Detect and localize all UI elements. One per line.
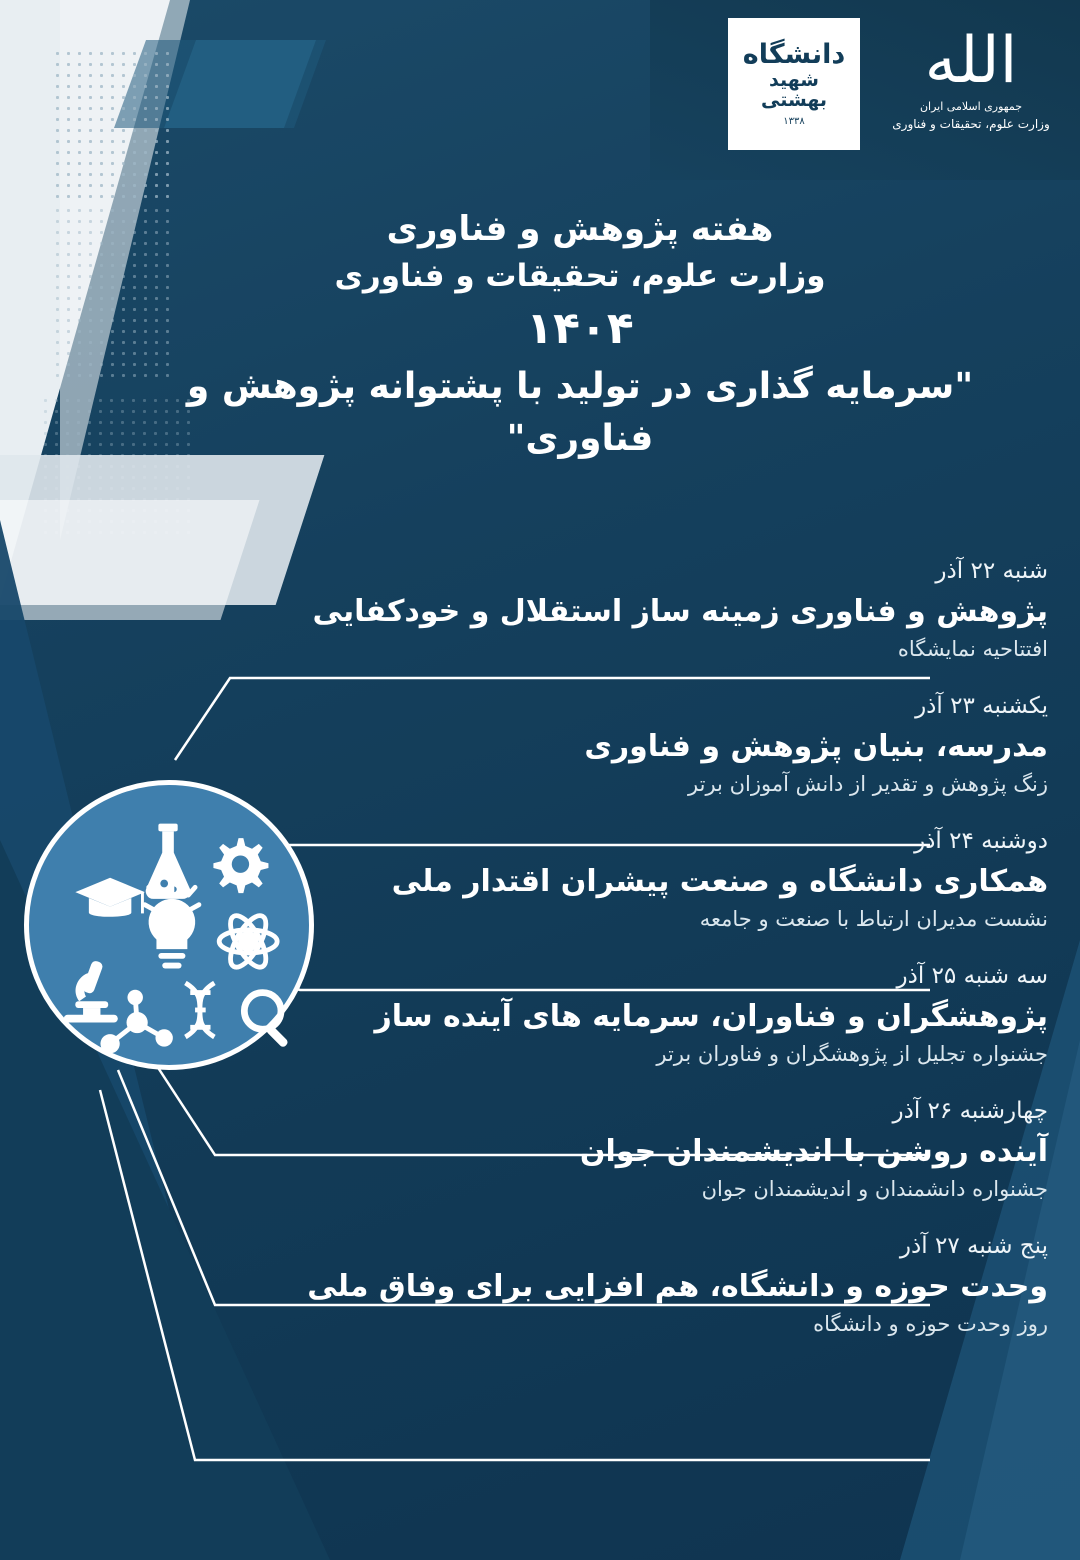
event-description: روز وحدت حوزه و دانشگاه	[813, 1311, 1048, 1336]
atom-icon	[219, 911, 277, 973]
event-heading: وحدت حوزه و دانشگاه، هم افزایی برای وفاق ملی	[307, 1268, 1048, 1304]
dna-icon	[185, 983, 214, 1037]
event-heading: مدرسه، بنیان پژوهش و فناوری	[584, 728, 1048, 764]
flask-icon	[146, 824, 191, 899]
university-logo-year: ۱۳۳۸	[783, 116, 805, 128]
iran-emblem-icon: الله	[924, 24, 1018, 98]
microscope-icon	[64, 960, 118, 1023]
graduation-cap-icon	[75, 878, 145, 917]
title-line-1: هفته پژوهش و فناوری	[386, 209, 774, 249]
gear-icon	[213, 838, 268, 893]
event-description: جشنواره تجلیل از پژوهشگران و فناوران برتر	[656, 1041, 1048, 1066]
schedule-item	[150, 1088, 1080, 1223]
ministry-logo	[886, 18, 1056, 131]
event-date: دوشنبه ۲۴ آذر	[914, 828, 1048, 854]
title-slogan: "سرمایه گذاری در تولید با پشتوانه پژوهش و فناوری"	[186, 365, 974, 459]
science-icons-badge	[24, 780, 314, 1070]
event-date: یکشنبه ۲۳ آذر	[915, 693, 1048, 719]
event-description: زنگ پژوهش و تقدیر از دانش آموزان برتر	[688, 771, 1048, 796]
event-heading: آینده روشن با اندیشمندان جوان	[579, 1133, 1048, 1169]
magnifier-icon	[244, 993, 289, 1049]
title-year: ۱۴۰۴	[526, 303, 634, 355]
schedule-item	[150, 1223, 1080, 1358]
event-description: نشست مدیران ارتباط با صنعت و جامعه	[699, 906, 1048, 931]
event-date: چهارشنبه ۲۶ آذر	[892, 1098, 1048, 1124]
ministry-logo-line2: وزارت علوم، تحقیقات و فناوری	[892, 117, 1050, 131]
event-heading: پژوهش و فناوری زمینه ساز استقلال و خودکفایی	[312, 593, 1048, 629]
title-line-2: وزارت علوم، تحقیقات و فناوری	[334, 258, 826, 295]
header-logos	[728, 18, 1056, 150]
event-date: پنج شنبه ۲۷ آذر	[899, 1233, 1048, 1259]
schedule-item	[150, 548, 1080, 683]
event-description: افتتاحیه نمایشگاه	[897, 636, 1048, 661]
poster-title-block	[140, 205, 1020, 465]
university-logo	[728, 18, 860, 150]
event-heading: پژوهشگران و فناوران، سرمایه های آینده ساز	[374, 998, 1048, 1034]
event-date: سه شنبه ۲۵ آذر	[896, 963, 1048, 989]
university-logo-name: دانشگاه	[742, 38, 846, 70]
event-description: جشنواره دانشمندان و اندیشمندان جوان	[701, 1176, 1048, 1201]
event-date: شنبه ۲۲ آذر	[935, 558, 1048, 584]
event-heading: همکاری دانشگاه و صنعت پیشران اقتدار ملی	[391, 863, 1048, 899]
university-logo-sub: شهید بهشتی	[761, 69, 827, 112]
ministry-logo-line1: جمهوری اسلامی ایران	[919, 100, 1023, 113]
